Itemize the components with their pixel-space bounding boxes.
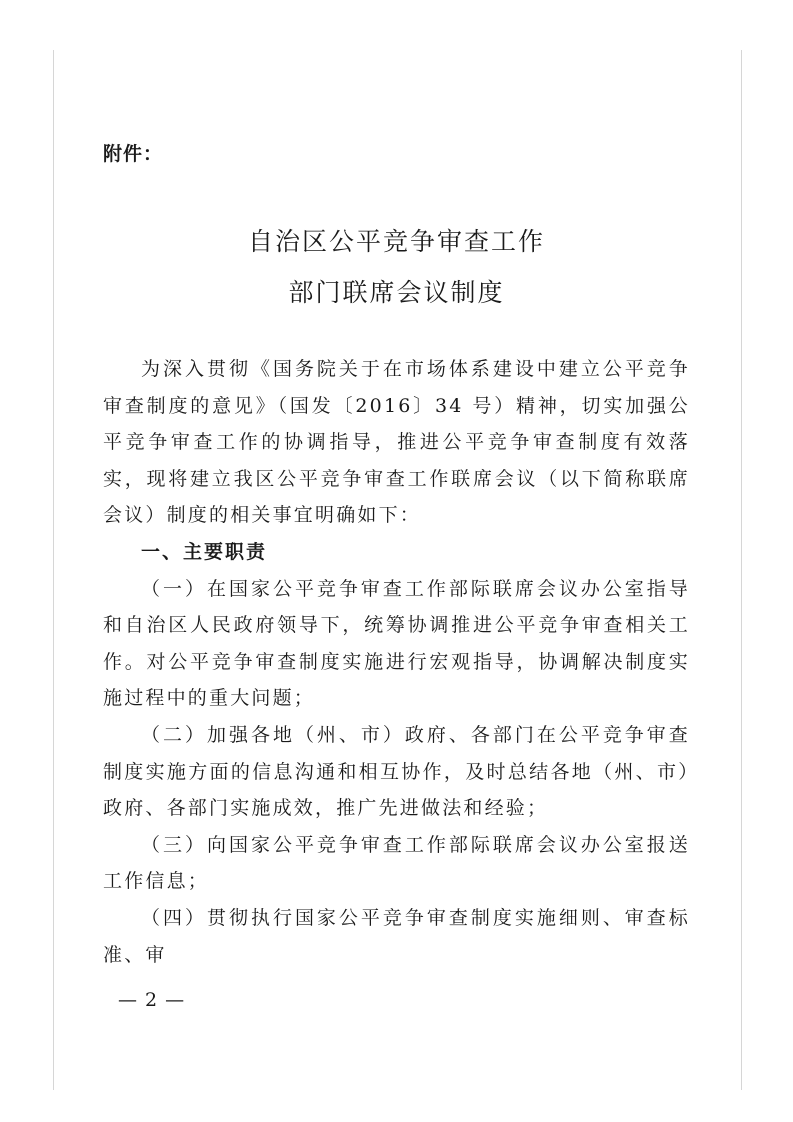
document-body xyxy=(103,351,690,973)
section-item: （二）加强各地（州、市）政府、各部门在公平竞争审查制度实施方面的信息沟通和相互协作，及时总结各地（州、市）政府、各部门实施成效，推广先进做法和经验； xyxy=(103,723,690,820)
section-item: （三）向国家公平竞争审查工作部际联席会议办公室报送工作信息； xyxy=(103,833,690,893)
document-title-line-1: 自治区公平竞争审查工作 xyxy=(247,227,545,256)
section-item: （一）在国家公平竞争审查工作部际联席会议办公室指导和自治区人民政府领导下，统筹协调推进公平竞争审查相关工作。对公平竞争审查制度实施进行宏观指导，协调解决制度实施过程中的重大问题； xyxy=(103,577,690,710)
page-number: — 2 — xyxy=(118,989,186,1011)
right-margin-line xyxy=(741,50,742,1090)
left-margin-line xyxy=(53,50,54,1090)
document-title-line-2: 部门联席会议制度 xyxy=(288,278,505,307)
attachment-label: 附件： xyxy=(103,143,164,165)
section-item: （四）贯彻执行国家公平竞争审查制度实施细则、审查标准、审 xyxy=(103,906,690,966)
intro-paragraph: 为深入贯彻《国务院关于在市场体系建设中建立公平竞争审查制度的意见》（国发〔2016〕34 号）精神，切实加强公平竞争审查工作的协调指导，推进公平竞争审查制度有效落实，现将建立我区公平竞争审查工作联席会议（以下简称联席会议）制度的相关事宜明确如下： xyxy=(103,358,690,527)
section-heading: 一、主要职责 xyxy=(141,540,268,563)
